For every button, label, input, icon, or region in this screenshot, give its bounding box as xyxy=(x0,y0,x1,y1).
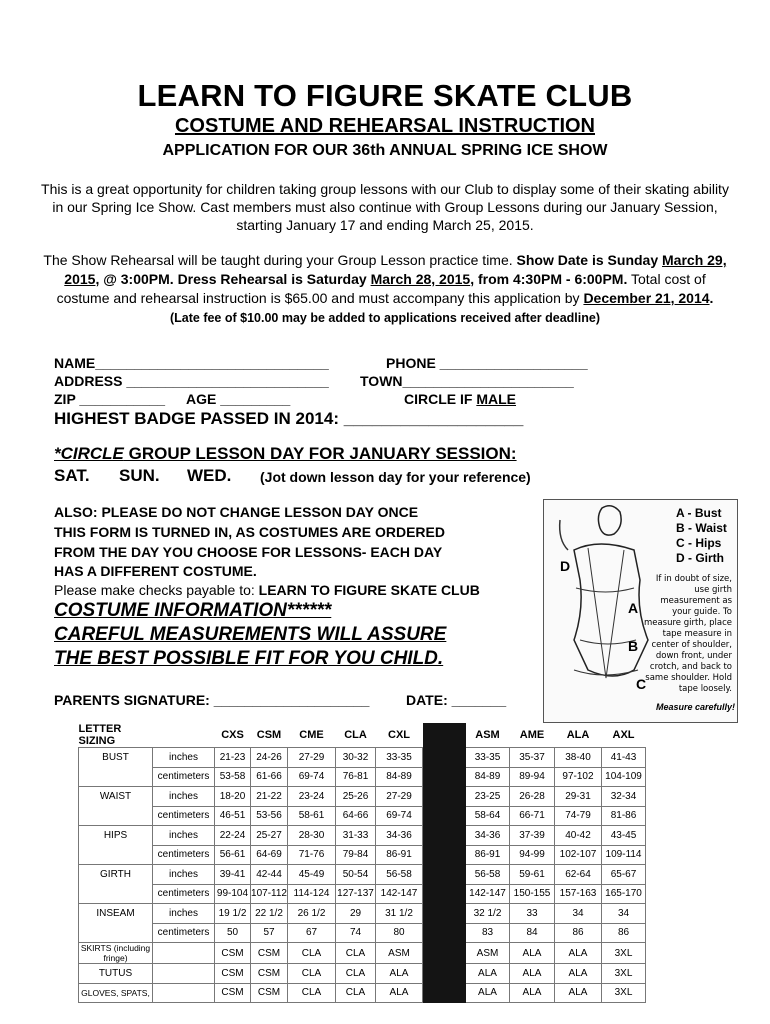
page-subtitle: COSTUME AND REHEARSAL INSTRUCTION xyxy=(174,115,595,137)
costume-info-heading: COSTUME INFORMATION****** xyxy=(54,600,332,621)
redacted-cell xyxy=(423,865,466,885)
size-cell: 40-42 xyxy=(555,826,602,846)
size-cell: 3XL xyxy=(602,943,646,964)
redacted-cell xyxy=(423,826,466,846)
show-date: March 29, 2015 xyxy=(64,252,727,287)
size-cell: 102-107 xyxy=(555,845,602,865)
row-unit: centimeters xyxy=(153,806,215,826)
size-cell: 34-36 xyxy=(376,826,423,846)
circle-if-label: CIRCLE IF xyxy=(404,391,473,407)
size-cell: ASM xyxy=(376,943,423,964)
size-header: CXL xyxy=(388,729,410,741)
male-option[interactable]: MALE xyxy=(476,391,517,407)
size-cell: 33-35 xyxy=(376,748,423,768)
size-chart-table xyxy=(78,723,646,1003)
late-fee-note: (Late fee of $10.00 may be added to applications received after deadline) xyxy=(169,311,600,325)
table-row xyxy=(79,943,646,964)
size-cell: 31-33 xyxy=(336,826,376,846)
size-cell: 38-40 xyxy=(555,748,602,768)
row-unit xyxy=(153,943,215,964)
name-field[interactable]: NAME______________________________ xyxy=(54,355,329,371)
size-cell: CLA xyxy=(288,964,336,984)
size-header: ASM xyxy=(475,729,500,741)
size-cell: 74-79 xyxy=(555,806,602,826)
row-label xyxy=(79,767,153,787)
costume-line-2: CAREFUL MEASUREMENTS WILL ASSURE xyxy=(54,624,447,645)
size-cell: 22-24 xyxy=(215,826,251,846)
redacted-cell xyxy=(423,983,466,1003)
deadline-date: December 21, 2014 xyxy=(583,290,710,306)
size-cell: 28-30 xyxy=(288,826,336,846)
size-cell: CSM xyxy=(251,943,288,964)
size-cell: 29-31 xyxy=(555,787,602,807)
measurement-figure xyxy=(543,499,738,723)
mark-a: A xyxy=(628,600,639,616)
rehearsal-text-5: Total cost of costume and rehearsal instruction is $65.00 and must accompany this application by xyxy=(56,271,706,306)
size-cell: 56-58 xyxy=(376,865,423,885)
legend-bust: A - Bust xyxy=(676,506,722,520)
mark-b: B xyxy=(628,638,639,654)
size-cell: 41-43 xyxy=(602,748,646,768)
size-cell: ALA xyxy=(376,983,423,1003)
size-cell: 34-36 xyxy=(466,826,510,846)
size-cell: 22 1/2 xyxy=(251,904,288,924)
size-cell: CLA xyxy=(336,964,376,984)
size-cell: 19 1/2 xyxy=(215,904,251,924)
rehearsal-text-6: . xyxy=(709,290,714,306)
lesson-note: (Jot down lesson day for your reference) xyxy=(260,469,531,485)
table-row xyxy=(79,923,646,943)
row-label: WAIST xyxy=(79,787,153,807)
size-cell: 33-35 xyxy=(466,748,510,768)
size-cell: CLA xyxy=(336,983,376,1003)
size-cell: 39-41 xyxy=(215,865,251,885)
costume-line-3: THE BEST POSSIBLE FIT FOR YOU CHILD. xyxy=(54,648,444,669)
size-cell: 25-26 xyxy=(336,787,376,807)
table-row xyxy=(79,884,646,904)
redacted-cell xyxy=(423,964,466,984)
notice-line-3: FROM THE DAY YOU CHOOSE FOR LESSONS- EACH DAY xyxy=(54,544,443,560)
table-header-row xyxy=(79,723,646,748)
row-label xyxy=(79,845,153,865)
size-cell: 29 xyxy=(336,904,376,924)
size-header: CME xyxy=(299,729,324,741)
size-cell: 89-94 xyxy=(510,767,555,787)
row-label: BUST xyxy=(79,748,153,768)
size-cell: 97-102 xyxy=(555,767,602,787)
size-cell: CSM xyxy=(215,983,251,1003)
size-cell: 83 xyxy=(466,923,510,943)
row-label: TUTUS xyxy=(79,964,153,984)
row-unit: inches xyxy=(153,787,215,807)
size-cell: 64-69 xyxy=(251,845,288,865)
notice-line-1: ALSO: PLEASE DO NOT CHANGE LESSON DAY ONCE xyxy=(54,504,419,520)
age-field[interactable]: AGE _________ xyxy=(186,391,291,407)
row-unit: inches xyxy=(153,865,215,885)
payee: LEARN TO FIGURE SKATE CLUB xyxy=(258,582,480,598)
size-cell: 67 xyxy=(288,923,336,943)
size-cell: 66-71 xyxy=(510,806,555,826)
size-cell: 26 1/2 xyxy=(288,904,336,924)
size-cell: 50-54 xyxy=(336,865,376,885)
date-field[interactable]: DATE: _______ xyxy=(406,692,507,708)
day-wed[interactable]: WED. xyxy=(187,466,232,485)
size-cell: 104-109 xyxy=(602,767,646,787)
size-cell: 56-61 xyxy=(215,845,251,865)
row-unit: inches xyxy=(153,748,215,768)
legend-waist: B - Waist xyxy=(676,521,727,535)
rehearsal-text-1: The Show Rehearsal will be taught during your Group Lesson practice time. xyxy=(43,252,513,268)
signature-field[interactable]: PARENTS SIGNATURE: ____________________ xyxy=(54,692,370,708)
phone-field[interactable]: PHONE ___________________ xyxy=(386,355,588,371)
mark-d: D xyxy=(560,558,571,574)
size-cell: 3XL xyxy=(602,983,646,1003)
size-cell: 65-67 xyxy=(602,865,646,885)
size-cell: CSM xyxy=(251,983,288,1003)
table-row xyxy=(79,748,646,768)
size-cell: 35-37 xyxy=(510,748,555,768)
row-label xyxy=(79,806,153,826)
badge-field[interactable]: HIGHEST BADGE PASSED IN 2014: ___________________ xyxy=(54,409,524,428)
size-cell: 46-51 xyxy=(215,806,251,826)
size-cell: ALA xyxy=(466,964,510,984)
day-sun[interactable]: SUN. xyxy=(119,466,160,485)
size-cell: 59-61 xyxy=(510,865,555,885)
table-row xyxy=(79,845,646,865)
size-cell: 25-27 xyxy=(251,826,288,846)
size-header: ALA xyxy=(566,729,590,741)
size-cell: 84 xyxy=(510,923,555,943)
size-cell: ALA xyxy=(555,983,602,1003)
table-row xyxy=(79,767,646,787)
mark-c: C xyxy=(636,676,647,692)
row-label: SKIRTS (including fringe) xyxy=(79,943,153,964)
size-cell: 84-89 xyxy=(376,767,423,787)
legend-hips: C - Hips xyxy=(676,536,722,550)
size-cell: 61-66 xyxy=(251,767,288,787)
girth-note: If in doubt of size, use girth measurement as your guide. To measure girth, place tape measure in center of shoulder, down front, under crotch, and back to same shoulder. Hold tape loosely. xyxy=(643,574,732,694)
redacted-cell xyxy=(423,787,466,807)
checks-line xyxy=(54,582,480,598)
size-cell: ALA xyxy=(555,964,602,984)
size-cell: 76-81 xyxy=(336,767,376,787)
size-cell: 58-61 xyxy=(288,806,336,826)
size-cell: 34 xyxy=(602,904,646,924)
size-cell: 74 xyxy=(336,923,376,943)
size-cell: 57 xyxy=(251,923,288,943)
size-cell: ALA xyxy=(510,983,555,1003)
size-cell: 27-29 xyxy=(288,748,336,768)
size-cell: ALA xyxy=(510,943,555,964)
size-cell: 109-114 xyxy=(602,845,646,865)
size-cell: CLA xyxy=(288,983,336,1003)
redacted-cell xyxy=(423,943,466,964)
size-cell: 43-45 xyxy=(602,826,646,846)
size-cell: 37-39 xyxy=(510,826,555,846)
row-unit xyxy=(153,983,215,1003)
size-cell: 86 xyxy=(555,923,602,943)
table-row xyxy=(79,964,646,984)
table-row xyxy=(79,787,646,807)
size-cell: 56-58 xyxy=(466,865,510,885)
size-cell: 33 xyxy=(510,904,555,924)
size-cell: 86 xyxy=(602,923,646,943)
size-cell: 80 xyxy=(376,923,423,943)
checks-text: Please make checks payable to: xyxy=(54,582,255,598)
town-field[interactable]: TOWN______________________ xyxy=(360,373,574,389)
circle-word: *CIRCLE xyxy=(54,444,124,463)
size-cell: 71-76 xyxy=(288,845,336,865)
header-unit xyxy=(153,723,215,748)
measure-carefully: Measure carefully! xyxy=(656,702,736,712)
size-cell: 53-58 xyxy=(215,767,251,787)
size-cell: 142-147 xyxy=(466,884,510,904)
size-cell: CLA xyxy=(288,943,336,964)
size-cell: 23-25 xyxy=(466,787,510,807)
lesson-day-heading xyxy=(54,444,517,464)
size-cell: 42-44 xyxy=(251,865,288,885)
rehearsal-text-2: Show Date is Sunday xyxy=(516,252,659,268)
row-label xyxy=(79,923,153,943)
size-cell: 127-137 xyxy=(336,884,376,904)
size-cell: 142-147 xyxy=(376,884,423,904)
redacted-cell xyxy=(423,904,466,924)
day-sat[interactable]: SAT. xyxy=(54,466,90,485)
size-cell: 30-32 xyxy=(336,748,376,768)
size-cell: 3XL xyxy=(602,964,646,984)
size-cell: ASM xyxy=(466,943,510,964)
size-header: CXS xyxy=(221,729,244,741)
size-header: AXL xyxy=(612,729,635,741)
redacted-cell xyxy=(423,748,466,768)
size-cell: 107-112 xyxy=(251,884,288,904)
size-cell: 21-23 xyxy=(215,748,251,768)
address-field[interactable]: ADDRESS __________________________ xyxy=(54,373,329,389)
redacted-cell xyxy=(423,845,466,865)
size-cell: 23-24 xyxy=(288,787,336,807)
table-row xyxy=(79,806,646,826)
size-cell: 24-26 xyxy=(251,748,288,768)
row-label: HIPS xyxy=(79,826,153,846)
size-cell: 27-29 xyxy=(376,787,423,807)
size-cell: ALA xyxy=(466,983,510,1003)
redacted-cell xyxy=(423,767,466,787)
size-cell: 32 1/2 xyxy=(466,904,510,924)
rehearsal-text-4: , from 4:30PM - 6:00PM. xyxy=(470,271,628,287)
size-header: CLA xyxy=(344,729,367,741)
size-cell: 58-64 xyxy=(466,806,510,826)
size-cell: CSM xyxy=(215,964,251,984)
size-cell: 165-170 xyxy=(602,884,646,904)
size-cell: 32-34 xyxy=(602,787,646,807)
header-label: LETTER SIZING xyxy=(78,723,122,747)
notice-line-4: HAS A DIFFERENT COSTUME. xyxy=(54,563,257,579)
size-cell: 99-104 xyxy=(215,884,251,904)
row-unit: centimeters xyxy=(153,767,215,787)
size-cell: 94-99 xyxy=(510,845,555,865)
intro-paragraph: This is a great opportunity for children taking group lessons with our Club to display some of their skating ability in our Spring Ice Show. Cast members must also continue with Group Lessons during our January Session, starting January 17 and ending March 25, 2015. xyxy=(41,181,729,233)
size-header: AME xyxy=(519,729,545,741)
row-unit: centimeters xyxy=(153,923,215,943)
size-cell: 45-49 xyxy=(288,865,336,885)
size-cell: 86-91 xyxy=(466,845,510,865)
size-cell: CLA xyxy=(336,943,376,964)
zip-field[interactable]: ZIP ___________ xyxy=(54,391,166,407)
table-row xyxy=(79,865,646,885)
redacted-column-header xyxy=(423,723,466,748)
size-cell: 81-86 xyxy=(602,806,646,826)
page-title: LEARN TO FIGURE SKATE CLUB xyxy=(137,78,633,113)
size-cell: 86-91 xyxy=(376,845,423,865)
size-cell: 69-74 xyxy=(288,767,336,787)
size-cell: 79-84 xyxy=(336,845,376,865)
rehearsal-text-3: , @ 3:00PM. Dress Rehearsal is Saturday xyxy=(95,271,367,287)
row-unit: inches xyxy=(153,826,215,846)
size-cell: 114-124 xyxy=(288,884,336,904)
table-row xyxy=(79,826,646,846)
size-header: CSM xyxy=(256,729,282,741)
size-cell: 69-74 xyxy=(376,806,423,826)
size-cell: 64-66 xyxy=(336,806,376,826)
page-subtitle-2: APPLICATION FOR OUR 36th ANNUAL SPRING ICE SHOW xyxy=(162,142,608,159)
row-unit: inches xyxy=(153,904,215,924)
dress-date: March 28, 2015 xyxy=(370,271,471,287)
table-row xyxy=(79,983,646,1003)
size-cell: 34 xyxy=(555,904,602,924)
row-label: INSEAM xyxy=(79,904,153,924)
lesson-heading-rest: GROUP LESSON DAY FOR JANUARY SESSION: xyxy=(123,444,517,463)
size-cell: CSM xyxy=(215,943,251,964)
size-cell: 157-163 xyxy=(555,884,602,904)
row-label: GIRTH xyxy=(79,865,153,885)
row-unit: centimeters xyxy=(153,884,215,904)
size-cell: 18-20 xyxy=(215,787,251,807)
redacted-cell xyxy=(423,806,466,826)
size-cell: CSM xyxy=(251,964,288,984)
size-cell: ALA xyxy=(376,964,423,984)
size-cell: ALA xyxy=(555,943,602,964)
size-cell: 53-56 xyxy=(251,806,288,826)
row-unit: centimeters xyxy=(153,845,215,865)
redacted-cell xyxy=(423,884,466,904)
legend-girth: D - Girth xyxy=(676,551,724,565)
size-cell: 50 xyxy=(215,923,251,943)
size-cell: 62-64 xyxy=(555,865,602,885)
size-cell: 84-89 xyxy=(466,767,510,787)
size-cell: 21-22 xyxy=(251,787,288,807)
table-row xyxy=(79,904,646,924)
size-cell: 26-28 xyxy=(510,787,555,807)
size-cell: ALA xyxy=(510,964,555,984)
redacted-cell xyxy=(423,923,466,943)
size-cell: 31 1/2 xyxy=(376,904,423,924)
row-label: GLOVES, SPATS, xyxy=(79,983,153,1003)
rehearsal-paragraph xyxy=(40,251,730,328)
size-cell: 150-155 xyxy=(510,884,555,904)
notice-line-2: THIS FORM IS TURNED IN, AS COSTUMES ARE ORDERED xyxy=(54,524,445,540)
row-unit xyxy=(153,964,215,984)
row-label xyxy=(79,884,153,904)
circle-if-male[interactable] xyxy=(404,391,516,407)
